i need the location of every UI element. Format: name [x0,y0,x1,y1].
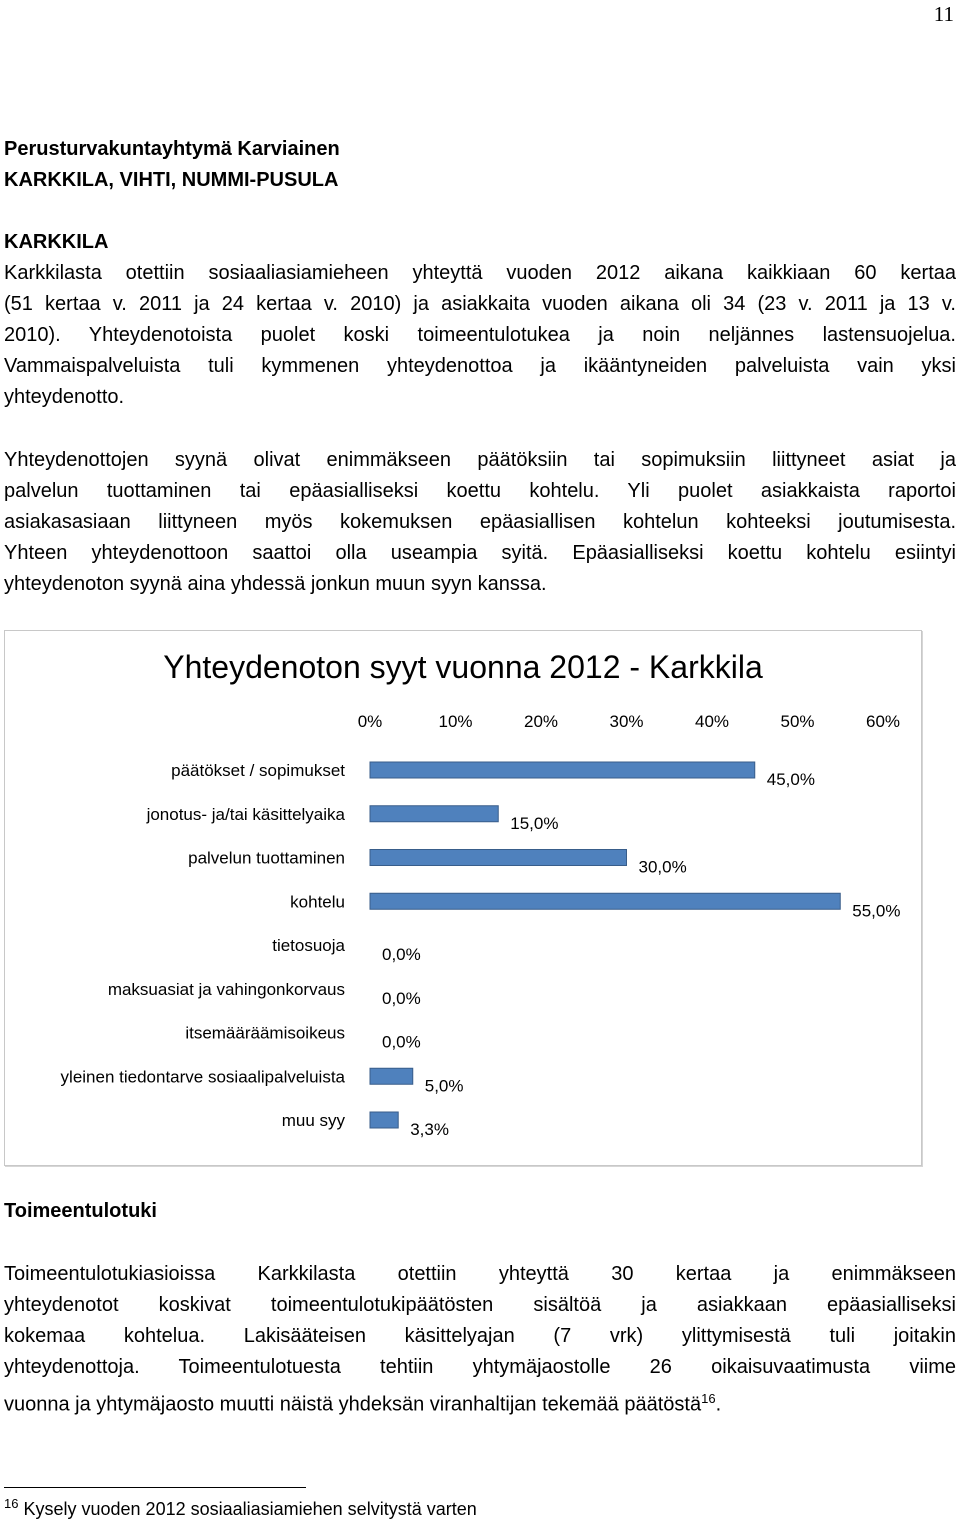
paragraph-2-line: Yhteydenottojen syynä olivat enimmäkseen päätöksiin tai sopimuksiin liittyneet asiat ja [4,449,956,471]
category-label: päätökset / sopimukset [171,761,345,780]
bar [370,762,755,778]
x-tick-label: 0% [357,712,383,731]
bar-chart [5,631,921,1165]
category-label: yleinen tiedontarve sosiaalipalveluista [60,1067,345,1087]
category-label: muu syy [281,1111,345,1130]
paragraph-1-line: Karkkilasta otettiin sosiaaliasiamieheen yhteyttä vuoden 2012 aikana kaikkiaan 60 kertaa [4,262,956,284]
x-tick-label: 50% [780,712,815,731]
x-tick-label: 10% [438,712,473,731]
paragraph-3-line: yhteydenotot koskivat toimeentulotukipäätösten sisältöä ja asiakkaan epäasialliseksi [4,1294,956,1316]
category-label: tietosuoja [272,936,345,955]
paragraph-3-line: yhteydenottoja. Toimeentulotuesta tehtiin yhtymäjaostolle 26 oikaisuvaatimusta viime [4,1356,956,1378]
data-label: 15,0% [510,813,559,833]
data-label: 5,0% [424,1076,464,1096]
paragraph-1-line: yhteydenotto. [4,386,125,408]
paragraph-2-line: Yhteen yhteydenottoon saattoi olla useampia syitä. Epäasialliseksi koettu kohtelu esiintyi [4,542,956,564]
data-label: 45,0% [766,770,815,789]
paragraph-1-line: (51 kertaa v. 2011 ja 24 kertaa v. 2010) ja asiakkaita vuoden aikana oli 34 (23 v. 2011 ja 13 v. [4,293,956,315]
bar [370,893,840,909]
footnote-text: Kysely vuoden 2012 sosiaaliasiamiehen selvitystä varten [23,1499,477,1519]
category-label: palvelun tuottaminen [188,848,345,868]
x-tick-label: 60% [865,712,901,731]
paragraph-3-line: kokemaa kohtelua. Lakisääteisen käsittelyajan (7 vrk) ylittymisestä tuli joitakin [4,1325,956,1347]
bar [370,1112,398,1128]
paragraph-3-line: Toimeentulotukiasioissa Karkkilasta otettiin yhteyttä 30 kertaa ja enimmäkseen [4,1263,956,1285]
data-label: 3,3% [410,1120,449,1139]
org-name: Perusturvakuntayhtymä Karviainen [4,138,340,160]
paragraph-2-line: palvelun tuottaminen tai epäasialliseksi koettu kohtelu. Yli puolet asiakkaista raportoi [4,480,956,502]
footnote [4,1496,477,1520]
paragraph-end-punctuation: . [715,1393,722,1416]
data-label: 0,0% [382,945,421,964]
chart-title: Yhteydenoton syyt vuonna 2012 - Karkkila [163,649,763,685]
category-label: kohtelu [290,892,345,912]
x-tick-label: 40% [694,712,730,731]
bar [370,806,498,822]
category-label: itsemääräämisoikeus [185,1023,345,1043]
paragraph-1-line: 2010). Yhteydenotoista puolet koski toimeentulotukea ja noin neljännes lastensuojelua. [4,324,956,346]
x-tick-label: 30% [609,712,644,731]
x-tick-label: 20% [523,712,559,731]
data-label: 0,0% [382,1032,421,1052]
paragraph-2-line: yhteydenoton syynä aina yhdessä jonkun muun syyn kanssa. [4,573,547,595]
category-label: maksuasiat ja vahingonkorvaus [107,979,345,999]
paragraph-2-line: asiakasasiaan liittyneen myös kokemuksen epäasiallisen kohtelun kohteeksi joutumisesta. [4,511,956,533]
footnote-reference[interactable]: 16 [701,1391,716,1406]
data-label: 0,0% [382,988,421,1008]
paragraph-1-line: Vammaispalveluista tuli kymmenen yhteydenottoa ja ikääntyneiden palveluista vain yksi [4,355,956,377]
category-label: jonotus- ja/tai käsittelyaika [146,804,345,824]
section-heading-toimeentulotuki: Toimeentulotuki [4,1200,157,1222]
bar [370,850,627,866]
data-label: 30,0% [638,857,687,877]
chart-container [4,630,922,1166]
paragraph-3-line [4,1383,956,1421]
municipalities-heading: KARKKILA, VIHTI, NUMMI-PUSULA [4,169,339,191]
bar [370,1068,413,1084]
footnote-separator [4,1487,306,1488]
paragraph-3-text: vuonna ja yhtymäjaosto muutti näistä yhdeksän viranhaltijan tekemää päätöstä [4,1393,702,1416]
footnote-number: 16 [4,1496,19,1511]
page-number: 11 [933,2,954,26]
section-heading-karkkila: KARKKILA [4,231,109,253]
data-label: 55,0% [852,901,901,921]
